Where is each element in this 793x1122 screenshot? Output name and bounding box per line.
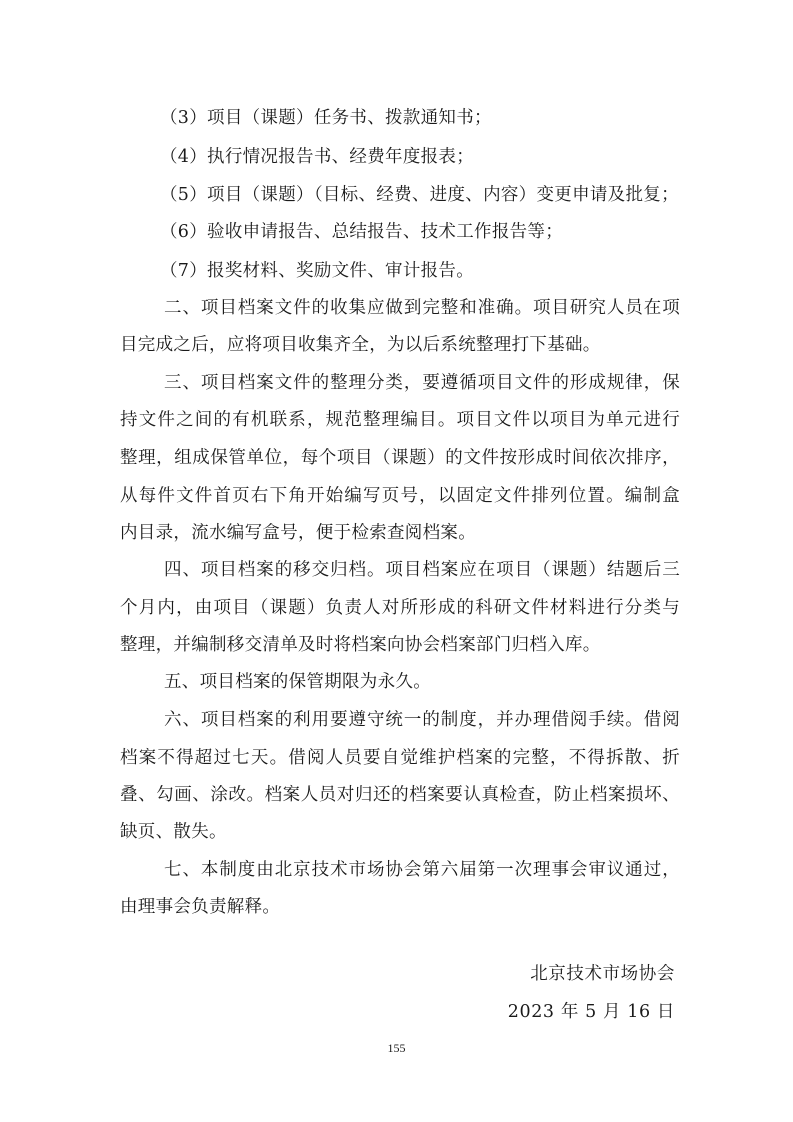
paragraph-line: 叠、勾画、涂改。档案人员对归还的档案要认真检查，防止档案损坏、 <box>120 785 680 805</box>
list-item: （7）报奖材料、奖励文件、审计报告。 <box>160 261 475 281</box>
page-number: 155 <box>387 1041 406 1055</box>
paragraph-line: 个月内，由项目（课题）负责人对所形成的科研文件材料进行分类与 <box>120 598 680 618</box>
paragraph-line: 二、项目档案文件的收集应做到完整和准确。项目研究人员在项 <box>164 298 680 318</box>
paragraph-line: 七、本制度由北京技术市场协会第六届第一次理事会审议通过， <box>164 860 680 880</box>
paragraph-line: 三、项目档案文件的整理分类，要遵循项目文件的形成规律，保 <box>164 373 680 393</box>
list-item: （6）验收申请报告、总结报告、技术工作报告等； <box>160 222 564 242</box>
signature-organization: 北京技术市场协会 <box>530 964 675 984</box>
paragraph-line: 四、项目档案的移交归档。项目档案应在项目（课题）结题后三 <box>164 560 680 580</box>
list-item: （5）项目（课题）（目标、经费、进度、内容）变更申请及批复； <box>160 185 679 205</box>
paragraph-line: 整理，并编制移交清单及时将档案向协会档案部门归档入库。 <box>120 635 601 655</box>
paragraph-line: 由理事会负责解释。 <box>120 897 281 917</box>
paragraph-line: 六、项目档案的利用要遵守统一的制度，并办理借阅手续。借阅 <box>164 710 680 730</box>
list-item: （3）项目（课题）任务书、拨款通知书； <box>160 108 492 128</box>
paragraph-line: 持文件之间的有机联系，规范整理编目。项目文件以项目为单元进行 <box>120 410 680 430</box>
paragraph-line: 档案不得超过七天。借阅人员要自觉维护档案的完整，不得拆散、折 <box>120 748 680 768</box>
paragraph-line: 内目录，流水编写盒号，便于检索查阅档案。 <box>120 523 476 543</box>
paragraph-line: 整理，组成保管单位，每个项目（课题）的文件按形成时间依次排序， <box>120 448 680 468</box>
list-item: （4）执行情况报告书、经费年度报表； <box>160 147 475 167</box>
paragraph-line: 缺页、散失。 <box>120 822 227 842</box>
paragraph-line: 从每件文件首页右下角开始编写页号，以固定文件排列位置。编制盒 <box>120 486 680 506</box>
signature-date: 2023 年 5 月 16 日 <box>507 1002 675 1022</box>
paragraph-line: 五、项目档案的保管期限为永久。 <box>164 672 431 692</box>
paragraph-line: 目完成之后，应将项目收集齐全，为以后系统整理打下基础。 <box>120 335 601 355</box>
